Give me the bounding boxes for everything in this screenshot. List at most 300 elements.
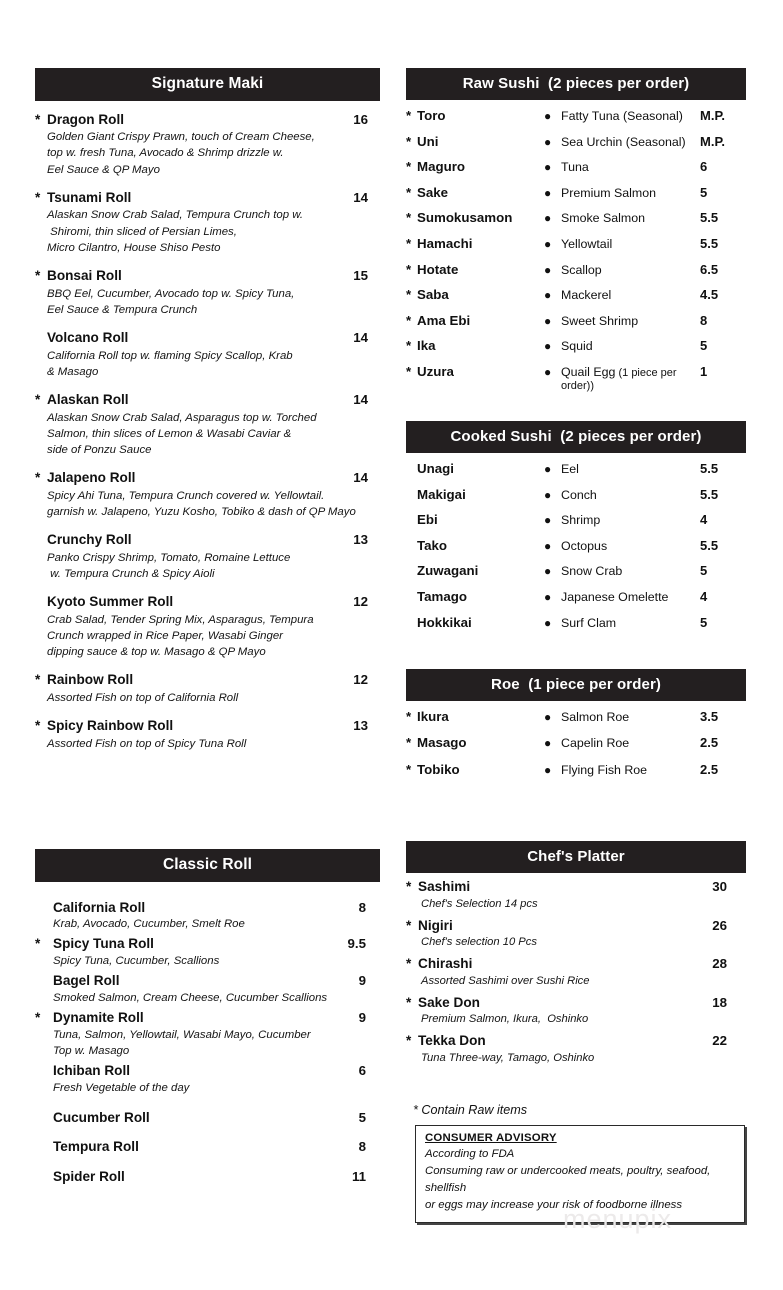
roe-subtitle: (1 piece per order)	[528, 676, 661, 693]
menu-item-price: 30	[712, 879, 727, 894]
description-line: dipping sauce & top w. Masago & QP Mayo	[47, 646, 266, 659]
sushi-japanese-name: Sumokusamon	[417, 210, 513, 226]
sushi-row	[406, 186, 746, 199]
menu-item	[35, 936, 380, 969]
classic-roll-list	[35, 882, 380, 1185]
menu-item	[35, 718, 380, 752]
bullet-icon: ●	[544, 134, 552, 149]
menu-item-head	[35, 1169, 380, 1185]
menu-item-name: Spicy Rainbow Roll	[47, 718, 174, 734]
sushi-japanese-name: Hotate	[417, 261, 459, 277]
menu-item-price: 9	[358, 1009, 366, 1025]
sushi-japanese-name: Uni	[417, 133, 439, 149]
menu-item-head	[35, 936, 380, 952]
menu-item-head	[35, 672, 380, 688]
menu-item-name: Crunchy Roll	[47, 532, 132, 548]
sushi-row	[406, 539, 746, 552]
sushi-japanese-name: Ama Ebi	[417, 312, 471, 328]
raw-sushi-header	[406, 68, 746, 100]
advisory-line: According to FDA	[425, 1148, 515, 1160]
sushi-english-name: Conch	[561, 487, 597, 502]
bullet-icon: ●	[544, 564, 552, 579]
menu-item	[35, 672, 380, 706]
raw-item-asterisk: *	[406, 709, 412, 724]
sushi-price: M.P.	[700, 108, 726, 123]
raw-item-asterisk: *	[406, 917, 412, 933]
bullet-icon: ●	[544, 762, 552, 777]
bullet-icon: ●	[544, 736, 552, 751]
raw-item-asterisk: *	[406, 761, 412, 777]
menu-item-price: 16	[353, 111, 368, 127]
bullet-icon: ●	[544, 288, 552, 303]
raw-item-asterisk: *	[406, 235, 412, 251]
bullet-icon: ●	[544, 236, 552, 251]
menu-item-name: Tekka Don	[418, 1033, 486, 1049]
sushi-row	[406, 339, 746, 352]
sushi-english-name: Scallop	[561, 262, 602, 277]
menu-item-name: Kyoto Summer Roll	[47, 594, 174, 610]
menu-item-price: 8	[358, 1139, 366, 1155]
sushi-price: 5	[700, 563, 708, 579]
description-line: BBQ Eel, Cucumber, Avocado top w. Spicy Tuna,	[47, 287, 295, 300]
cooked-sushi-table	[406, 453, 746, 629]
raw-item-asterisk: *	[35, 111, 41, 127]
bullet-icon: ●	[544, 487, 552, 502]
menu-item-price: 12	[353, 672, 368, 688]
sushi-english-name: Octopus	[561, 538, 608, 553]
description-line: Spicy Ahi Tuna, Tempura Crunch covered w. Yellowtail.	[47, 489, 325, 502]
raw-item-asterisk: *	[35, 718, 41, 734]
menu-item	[35, 190, 380, 256]
menu-item-price: 28	[712, 956, 727, 972]
chefs-platter-list	[406, 873, 746, 1067]
sushi-row	[406, 564, 746, 577]
raw-item-asterisk: *	[35, 672, 41, 688]
menu-item	[35, 532, 380, 582]
bullet-icon: ●	[544, 462, 552, 476]
menu-item-description	[47, 346, 380, 380]
sushi-row	[406, 616, 746, 629]
menu-item-name: Jalapeno Roll	[47, 470, 136, 486]
description-line: Crunch wrapped in Rice Paper, Wasabi Ginger	[47, 629, 283, 642]
menu-item-price: 8	[358, 899, 366, 915]
bullet-icon: ●	[544, 185, 552, 200]
menu-item	[35, 1139, 380, 1155]
sushi-row	[406, 109, 746, 122]
raw-item-asterisk: *	[35, 1009, 41, 1025]
sushi-english-name: Quail Egg (1 piece per order))	[561, 364, 677, 392]
menu-item-description	[53, 989, 380, 1006]
signature-maki-title: Signature Maki	[151, 75, 264, 92]
sushi-english-name: Fatty Tuna (Seasonal)	[561, 109, 683, 123]
menu-item-description	[47, 688, 380, 706]
menu-item	[406, 994, 746, 1029]
menu-item-head	[35, 1110, 380, 1126]
sushi-price: 5	[700, 338, 708, 354]
roe-section	[406, 669, 746, 789]
cooked-sushi-subtitle: (2 pieces per order)	[560, 428, 702, 445]
sushi-row	[406, 263, 746, 276]
menu-item-description	[47, 548, 380, 582]
sushi-japanese-name: Maguro	[417, 159, 466, 175]
sushi-english-name: Salmon Roe	[561, 710, 630, 724]
menu-item-description	[47, 408, 380, 459]
sushi-english-name: Premium Salmon	[561, 185, 657, 200]
menu-item-price: 9	[358, 973, 366, 989]
menu-item	[35, 112, 380, 178]
chefs-platter-header	[406, 841, 746, 873]
sushi-english-name: Mackerel	[561, 288, 612, 303]
sushi-price: M.P.	[700, 133, 726, 149]
raw-sushi-table	[406, 100, 746, 392]
description-line: Spicy Tuna, Cucumber, Scallions	[53, 954, 220, 967]
sushi-english-name: Squid	[561, 339, 593, 354]
description-line: & Masago	[47, 365, 99, 378]
sushi-japanese-name: Ikura	[417, 709, 449, 724]
menu-item-name: Ichiban Roll	[53, 1062, 131, 1078]
menu-item	[35, 1110, 380, 1126]
menu-item	[35, 973, 380, 1006]
classic-roll-section	[35, 849, 380, 1188]
sushi-english-name: Yellowtail	[561, 236, 613, 251]
sushi-english-name: Shrimp	[561, 513, 601, 528]
sushi-row	[406, 365, 746, 392]
sushi-row	[406, 314, 746, 327]
description-line: Micro Cilantro, House Shiso Pesto	[47, 241, 221, 254]
menu-item-price: 6	[358, 1062, 366, 1078]
menu-item-price: 14	[353, 329, 368, 345]
menu-item	[35, 1010, 380, 1059]
roe-header	[406, 669, 746, 701]
sushi-row	[406, 211, 746, 224]
menu-item-price: 12	[353, 594, 368, 610]
menu-item-description	[47, 205, 380, 256]
sushi-japanese-name: Sake	[417, 184, 449, 200]
menu-item-name: Chirashi	[418, 956, 473, 972]
sushi-price: 5.5	[700, 486, 719, 502]
sushi-price: 5.5	[700, 537, 719, 553]
sushi-japanese-name: Ebi	[417, 512, 438, 528]
raw-item-asterisk: *	[406, 312, 412, 328]
menu-item-price: 14	[353, 470, 368, 486]
raw-item-asterisk: *	[35, 470, 41, 486]
menu-item-description	[47, 610, 380, 661]
menu-item-description	[53, 952, 380, 969]
description-line: Alaskan Snow Crab Salad, Tempura Crunch top w.	[47, 209, 304, 222]
advisory-line: or eggs may increase your risk of foodborne illness	[425, 1199, 683, 1212]
menu-item	[406, 878, 746, 913]
menu-item-description	[47, 486, 380, 520]
sushi-japanese-name: Zuwagani	[417, 563, 479, 579]
sushi-japanese-name: Saba	[417, 287, 449, 303]
sushi-row	[406, 763, 746, 776]
description-line: side of Ponzu Sauce	[47, 443, 152, 456]
description-line: Tuna Three-way, Tamago, Oshinko	[421, 1051, 595, 1064]
menu-item-price: 11	[351, 1169, 366, 1184]
menu-item-name: Alaskan Roll	[47, 391, 129, 407]
menu-item-head	[35, 112, 380, 128]
description-line: Chef's Selection 14 pcs	[421, 897, 538, 910]
bullet-icon: ●	[544, 589, 552, 604]
menu-item-head	[35, 900, 380, 916]
sushi-english-name: Sea Urchin (Seasonal)	[561, 134, 686, 149]
sushi-row	[406, 160, 746, 173]
raw-item-asterisk: *	[35, 267, 41, 283]
menu-item-head	[35, 1010, 380, 1026]
menu-item	[35, 900, 380, 933]
raw-item-asterisk: *	[406, 159, 412, 175]
sushi-english-note: (1 piece per order))	[561, 366, 677, 392]
menu-item	[406, 917, 746, 952]
raw-item-asterisk: *	[406, 1033, 412, 1049]
raw-item-asterisk: *	[406, 108, 412, 123]
raw-sushi-section	[406, 68, 746, 404]
menu-item	[35, 1169, 380, 1185]
menu-item-head	[406, 1032, 746, 1050]
sushi-row	[406, 288, 746, 301]
sushi-price: 4	[700, 588, 708, 604]
sushi-price: 6	[700, 159, 708, 175]
description-line: Eel Sauce & Tempura Crunch	[47, 303, 198, 316]
raw-item-asterisk: *	[35, 189, 41, 205]
sushi-english-name: Flying Fish Roe	[561, 762, 648, 777]
bullet-icon: ●	[544, 364, 552, 379]
sushi-price: 5.5	[700, 210, 719, 226]
description-line: Shiromi, thin sliced of Persian Limes,	[47, 225, 237, 238]
sushi-japanese-name: Uzura	[417, 363, 454, 379]
sushi-row	[406, 237, 746, 250]
sushi-row	[406, 488, 746, 501]
menu-item-description	[421, 1011, 746, 1028]
sushi-english-name: Snow Crab	[561, 564, 623, 579]
sushi-price: 5	[700, 184, 708, 200]
menu-item-head	[35, 470, 380, 486]
menu-item-name: Tsunami Roll	[47, 189, 132, 205]
menu-item-head	[406, 994, 746, 1012]
menu-item-price: 13	[353, 532, 368, 548]
raw-sushi-title: Raw Sushi	[462, 75, 540, 92]
bullet-icon: ●	[544, 313, 552, 328]
sushi-japanese-name: Hokkikai	[417, 614, 472, 630]
menu-item-name: Sashimi	[418, 879, 471, 894]
menu-item-name: Spicy Tuna Roll	[53, 936, 154, 952]
sushi-price: 2.5	[700, 735, 719, 751]
sushi-row	[406, 590, 746, 603]
sushi-english-name: Japanese Omelette	[561, 589, 669, 604]
description-line: Fresh Vegetable of the day	[53, 1081, 190, 1094]
sushi-row	[406, 462, 746, 475]
menu-item-name: Dragon Roll	[47, 111, 125, 127]
menu-item-name: Bagel Roll	[53, 973, 120, 989]
menu-item-head	[35, 1063, 380, 1079]
menu-item	[35, 268, 380, 318]
description-line: Assorted Sashimi over Sushi Rice	[421, 974, 590, 987]
roe-title: Roe	[491, 676, 520, 693]
menu-item-price: 13	[353, 718, 368, 734]
chefs-platter-title: Chef's Platter	[527, 848, 625, 865]
raw-item-asterisk: *	[406, 261, 412, 277]
raw-item-asterisk: *	[35, 936, 41, 952]
menu-item-description	[53, 1079, 380, 1096]
sushi-price: 5	[700, 614, 708, 630]
sushi-english-name: Capelin Roe	[561, 736, 630, 751]
sushi-price: 4.5	[700, 287, 719, 303]
raw-item-asterisk: *	[406, 994, 412, 1010]
sushi-price: 6.5	[700, 261, 719, 277]
menu-item-name: Dynamite Roll	[53, 1009, 144, 1025]
sushi-row	[406, 710, 746, 723]
description-line: Premium Salmon, Ikura, Oshinko	[421, 1013, 589, 1026]
raw-item-asterisk: *	[406, 133, 412, 149]
roe-table	[406, 701, 746, 776]
menu-item-name: Nigiri	[418, 917, 453, 933]
sushi-english-name: Sweet Shrimp	[561, 313, 639, 328]
sushi-price: 5.5	[700, 235, 719, 251]
menu-item	[406, 1032, 746, 1067]
menu-item-head	[35, 392, 380, 408]
sushi-japanese-name: Tamago	[417, 588, 467, 604]
sushi-japanese-name: Unagi	[417, 461, 454, 476]
menu-item-price: 22	[712, 1033, 727, 1049]
menu-item-description	[53, 1026, 380, 1059]
description-line: Assorted Fish on top of Spicy Tuna Roll	[47, 737, 247, 750]
raw-item-asterisk: *	[406, 210, 412, 226]
menu-item-description	[47, 127, 380, 178]
menu-item-name: Rainbow Roll	[47, 672, 134, 688]
advisory-line: Consuming raw or undercooked meats, poultry, seafood, shellfish	[425, 1165, 711, 1195]
chefs-platter-section	[406, 841, 746, 1071]
sushi-japanese-name: Masago	[417, 735, 467, 751]
raw-item-asterisk: *	[406, 184, 412, 200]
consumer-advisory-title: CONSUMER ADVISORY	[425, 1132, 557, 1144]
menu-item-name: Tempura Roll	[53, 1139, 139, 1155]
sushi-price: 3.5	[700, 709, 719, 724]
signature-maki-section	[35, 68, 380, 764]
description-line: Crab Salad, Tender Spring Mix, Asparagus, Tempura	[47, 613, 314, 626]
description-line: California Roll top w. flaming Spicy Scallop, Krab	[47, 349, 293, 362]
menu-item	[35, 330, 380, 380]
cooked-sushi-title: Cooked Sushi	[450, 428, 552, 445]
sushi-japanese-name: Tobiko	[417, 761, 460, 777]
sushi-english-name: Smoke Salmon	[561, 211, 646, 226]
sushi-price: 1	[700, 363, 708, 379]
bullet-icon: ●	[544, 513, 552, 528]
sushi-row	[406, 135, 746, 148]
description-line: Chef's selection 10 Pcs	[421, 936, 537, 949]
description-line: Panko Crispy Shrimp, Tomato, Romaine Lettuce	[47, 551, 291, 564]
menu-item-name: Volcano Roll	[47, 329, 129, 345]
menu-item-head	[35, 594, 380, 610]
menu-item-description	[421, 1050, 746, 1067]
sushi-price: 5.5	[700, 461, 719, 476]
menu-item-head	[35, 190, 380, 206]
menu-item-description	[47, 284, 380, 318]
menu-item-price: 9.5	[347, 936, 366, 952]
bullet-icon: ●	[544, 160, 552, 175]
menu-item-head	[35, 973, 380, 989]
menu-item-price: 18	[712, 994, 727, 1010]
bullet-icon: ●	[544, 615, 552, 630]
raw-item-asterisk: *	[406, 735, 412, 751]
menu-item-price: 5	[358, 1109, 366, 1125]
menu-item-name: Spider Roll	[53, 1169, 125, 1184]
menu-item-head	[35, 532, 380, 548]
description-line: Alaskan Snow Crab Salad, Asparagus top w. Torched	[47, 411, 317, 424]
sushi-japanese-name: Tako	[417, 537, 448, 553]
menu-item-name: Cucumber Roll	[53, 1109, 150, 1125]
menu-item-description	[53, 915, 380, 932]
signature-maki-list	[35, 101, 380, 752]
sushi-japanese-name: Hamachi	[417, 235, 473, 251]
classic-roll-title: Classic Roll	[162, 856, 253, 873]
menu-item-description	[421, 973, 746, 990]
menu-item-head	[35, 330, 380, 346]
menu-item-price: 15	[353, 267, 368, 283]
menu-item-name: Bonsai Roll	[47, 267, 122, 283]
sushi-japanese-name: Toro	[417, 108, 446, 123]
description-line: Krab, Avocado, Cucumber, Smelt Roe	[53, 918, 245, 931]
description-line: garnish w. Jalapeno, Yuzu Kosho, Tobiko & dash of QP Mayo	[47, 505, 356, 518]
raw-sushi-subtitle: (2 pieces per order)	[548, 75, 690, 92]
signature-maki-header	[35, 68, 380, 101]
description-line: Assorted Fish on top of California Roll	[47, 691, 239, 704]
menu-item-price: 26	[712, 917, 727, 933]
description-line: Top w. Masago	[53, 1044, 130, 1057]
sushi-row	[406, 513, 746, 526]
cooked-sushi-section	[406, 421, 746, 641]
menu-item	[35, 392, 380, 458]
raw-item-asterisk: *	[406, 956, 412, 972]
bullet-icon: ●	[544, 109, 552, 123]
classic-roll-header	[35, 849, 380, 882]
description-line: top w. fresh Tuna, Avocado & Shrimp drizzle w.	[47, 147, 284, 160]
menu-item	[35, 1063, 380, 1096]
sushi-price: 8	[700, 312, 708, 328]
raw-item-asterisk: *	[406, 363, 412, 379]
sushi-english-name: Tuna	[561, 160, 589, 175]
menu-item	[35, 594, 380, 660]
menu-item-head	[35, 1139, 380, 1155]
bullet-icon: ●	[544, 262, 552, 277]
sushi-row	[406, 736, 746, 749]
menu-item-head	[35, 718, 380, 734]
description-line: Golden Giant Crispy Prawn, touch of Cream Cheese,	[47, 131, 315, 144]
menu-item-name: California Roll	[53, 899, 146, 915]
raw-items-note: * Contain Raw items	[413, 1103, 528, 1117]
menu-item	[406, 955, 746, 990]
menu-item-head	[406, 955, 746, 973]
menupix-watermark: menupix	[563, 1204, 673, 1234]
sushi-price: 2.5	[700, 761, 719, 777]
description-line: Salmon, thin slices of Lemon & Wasabi Caviar &	[47, 427, 292, 440]
menu-item-description	[421, 934, 746, 951]
menu-item	[35, 470, 380, 520]
menu-item-head	[35, 268, 380, 284]
bullet-icon: ●	[544, 211, 552, 226]
raw-item-asterisk: *	[406, 287, 412, 303]
cooked-sushi-header	[406, 421, 746, 453]
menu-item-description	[47, 734, 380, 752]
description-line: Smoked Salmon, Cream Cheese, Cucumber Scallions	[53, 991, 328, 1004]
bullet-icon: ●	[544, 710, 552, 724]
menu-item-price: 14	[353, 189, 368, 205]
description-line: Tuna, Salmon, Yellowtail, Wasabi Mayo, Cucumber	[53, 1028, 311, 1041]
raw-item-asterisk: *	[406, 879, 412, 894]
menu-item-name: Sake Don	[418, 994, 480, 1010]
sushi-japanese-name: Ika	[417, 338, 436, 354]
bullet-icon: ●	[544, 538, 552, 553]
sushi-english-name: Surf Clam	[561, 615, 617, 630]
